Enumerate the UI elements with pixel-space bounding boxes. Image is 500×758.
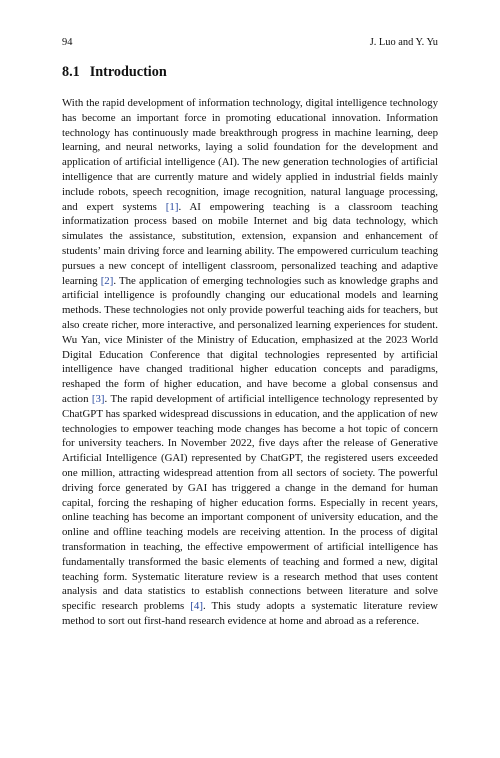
citation-link[interactable]: [3]	[91, 392, 105, 405]
paragraph-text: . This study adopts a systematic literature review method to sort out first-hand research evidence at home and abroad as a reference.	[62, 600, 438, 627]
running-head-authors: J. Luo and Y. Yu	[369, 37, 438, 48]
introduction-paragraph	[62, 96, 438, 629]
citation-link[interactable]: [2]	[100, 274, 114, 287]
page-number: 94	[62, 37, 73, 48]
section-number: 8.1	[62, 64, 80, 80]
section-title: Introduction	[89, 64, 167, 80]
paragraph-text: . The rapid development of artificial intelligence technology represented by ChatGPT has sparked widespread discussions in education, and the application of new technologies to empower teaching mode changes has become a hot topic of concern for university teachers. In November 2022, five days after the release of Generative Artificial Intelligence (GAI) represented by ChatGPT, the registered users exceeded one million, attracting widespread attention from all sectors of society. The powerful driving force generated by GAI has triggered a change in the demand for human capital, forcing the reshaping of higher education forms. Especially in recent years, online teaching has become an important component of university education, and the online and offline teaching models are receiving attention. In the process of digital transformation in teaching, the effective empowerment of artificial intelligence has fundamentally transformed the basic elements of teaching and formed a new, digital teaching form. Systematic literature review is a research method that uses content analysis and data statistics to establish connections between literature and solve specific research problems	[62, 392, 438, 613]
citation-link[interactable]: [1]	[165, 200, 179, 213]
paragraph-text: . AI empowering teaching is a classroom teaching informatization process based on mobile Internet and big data technology, which simulates the assistance, substitution, extension, expansion and enhancement of students’ main driving force and learning ability. The empowered curriculum teaching pursues a new concept of intelligent classroom, personalized teaching and adaptive learning	[62, 200, 438, 287]
paragraph-text: . The application of emerging technologies such as knowledge graphs and artificial intelligence is profoundly changing our educational models and learning methods. These technologies not only provide powerful teaching aids for teachers, but also create richer, more interactive, and personalized learning experiences for student. Wu Yan, vice Minister of the Ministry of Education, emphasized at the 2023 World Digital Education Conference that digital technologies represented by artificial intelligence have changed traditional higher education concepts and paradigms, reshaped the form of higher education, and have become a global consensus and action	[62, 274, 438, 405]
citation-link[interactable]: [4]	[190, 600, 203, 613]
running-head	[62, 37, 438, 49]
section-heading	[62, 64, 167, 81]
paragraph-text: With the rapid development of information technology, digital intelligence technology has become an important force in promoting educational innovation. Information technology has continuously made breakthrough progress in machine learning, deep learning, and neural networks, laying a solid foundation for the development and application of artificial intelligence (AI). The new generation technologies of artificial intelligence that are currently mature and widely applied in industrial fields mainly include robots, speech recognition, image recognition, natural language processing, and expert systems	[62, 97, 438, 213]
